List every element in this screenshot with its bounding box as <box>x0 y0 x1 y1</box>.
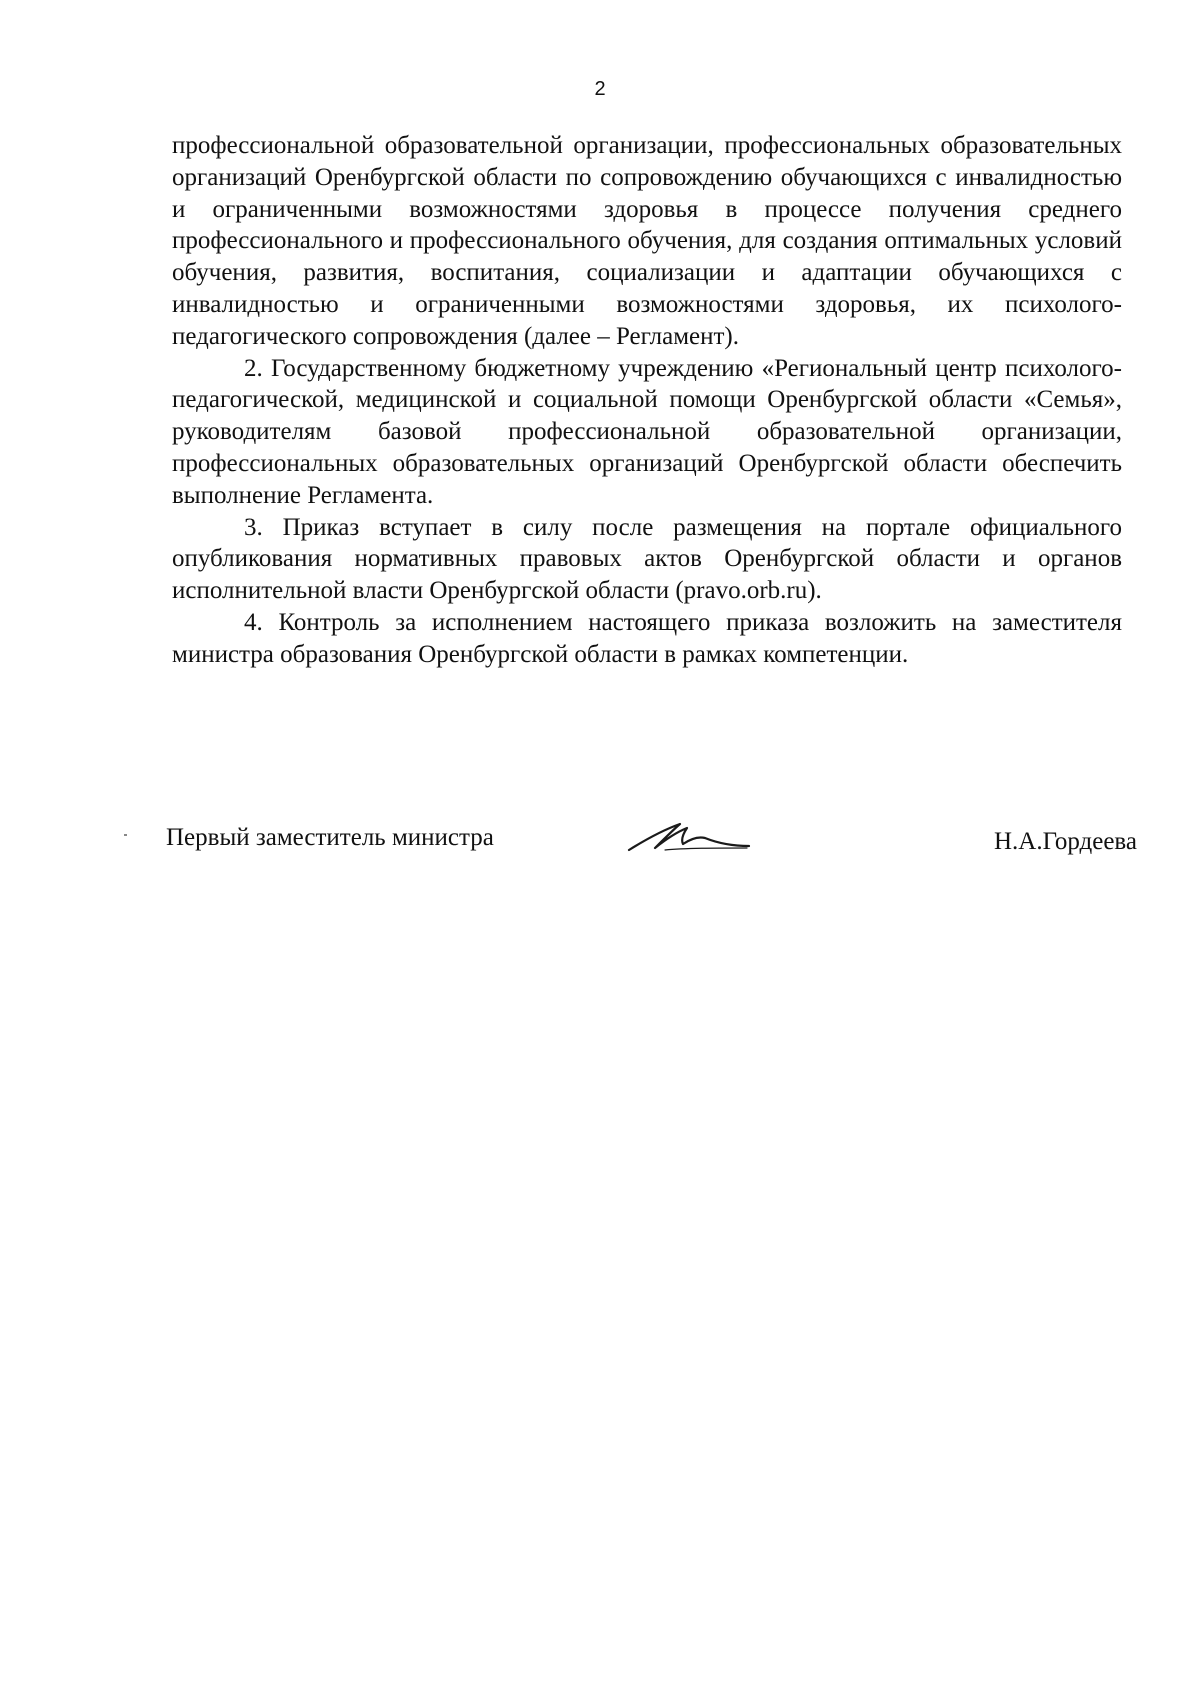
handwritten-signature-icon <box>625 810 755 870</box>
paragraph-item-2: 2. Государственному бюджетному учреждению «Региональный центр психолого-педагогической, медицинской и социальной помощи Оренбургской области «Семья», руководителям базовой профессиональной образовательной организации, профессиональных образовательных организаций Оренбургской области обеспечить выполнение Регламента. <box>172 354 1122 509</box>
paragraph-item-3: 3. Приказ вступает в силу после размещения на портале официального опубликования нормативных правовых актов Оренбургской области и органов исполнительной власти Оренбургской области (pravo.orb.ru). <box>172 513 1122 605</box>
paragraph-continuation: профессиональной образовательной организации, профессиональных образовательных организаций Оренбургской области по сопровождению обучающихся с инвалидностью и ограниченными возможностями здоровья в процессе получения среднего профессионального и профессионального обучения, для создания оптимальных условий обучения, развития, воспитания, социализации и адаптации обучающихся с инвалидностью и ограниченными возможностями здоровья, их психолого-педагогического сопровождения (далее – Регламент). <box>172 132 1122 350</box>
page-number: 2 <box>594 78 606 100</box>
signer-name: Н.А.Гордеева <box>993 828 1137 855</box>
signer-position: Первый заместитель министра <box>166 824 494 851</box>
signature-block <box>0 810 1200 870</box>
document-body <box>172 130 1122 671</box>
paragraph-item-4: 4. Контроль за исполнением настоящего приказа возложить на заместителя министра образования Оренбургской области в рамках компетенции. <box>172 608 1122 668</box>
